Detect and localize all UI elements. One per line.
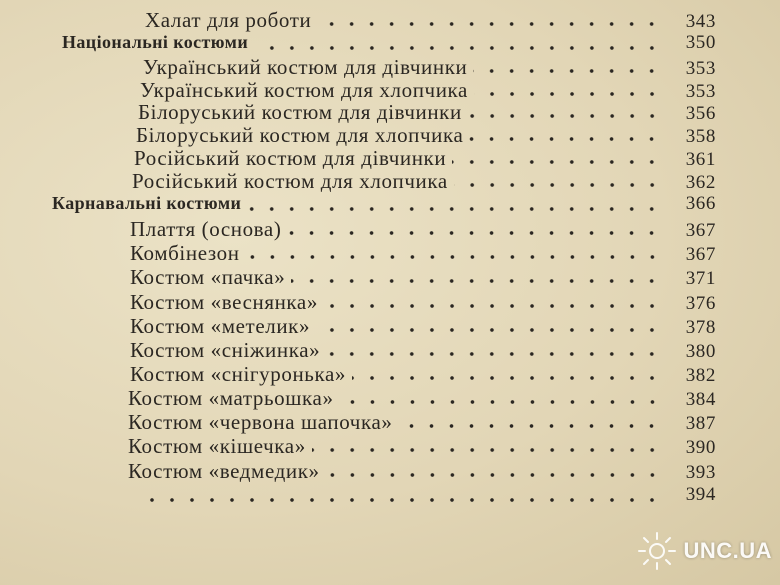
- dot-leader: [352, 375, 662, 381]
- dot-leader: [312, 447, 662, 453]
- toc-entry-page: 387: [685, 413, 716, 434]
- toc-entry: [128, 434, 716, 458]
- watermark-text: UNC.UA: [683, 538, 772, 563]
- toc-entry-page: 384: [685, 389, 716, 410]
- dot-leader: [324, 303, 662, 309]
- toc-entry: [128, 410, 716, 434]
- dot-leader: [326, 472, 662, 478]
- toc-entry: [136, 123, 716, 147]
- toc-entry: [143, 55, 716, 79]
- toc-entry: [128, 386, 716, 410]
- dot-leader: [247, 206, 662, 212]
- toc-entry-page: 382: [685, 365, 716, 386]
- toc-entry-page: 343: [685, 11, 716, 32]
- toc-entry-title: Український костюм для хлопчика: [140, 78, 468, 102]
- toc-entry-page: 380: [685, 341, 716, 362]
- toc-entry-title: Російський костюм для дівчинки: [134, 146, 447, 170]
- dot-leader: [246, 254, 662, 260]
- dot-leader: [474, 91, 662, 97]
- dot-leader: [398, 423, 662, 429]
- toc-entry-page: 353: [685, 81, 716, 102]
- dot-leader: [134, 497, 662, 503]
- toc-entry: [130, 265, 716, 289]
- dot-leader: [340, 399, 662, 405]
- toc-entry-page: 371: [685, 268, 716, 289]
- toc-entry-title: Костюм «ведмедик»: [128, 459, 320, 483]
- toc-entry-page: 367: [685, 220, 716, 241]
- toc-entry-page: 353: [685, 58, 716, 79]
- toc-entry-title: Костюм «пачка»: [130, 265, 286, 289]
- toc-entry-title: Комбінезон: [130, 241, 240, 265]
- toc-entry: [130, 362, 716, 386]
- dot-leader: [452, 159, 662, 165]
- toc-entry-title: Плаття (основа): [130, 217, 282, 241]
- toc-entry: [130, 338, 716, 362]
- dot-leader: [316, 327, 662, 333]
- toc-entry-page: 350: [685, 32, 716, 53]
- toc-entry-title: Костюм «сніжинка»: [130, 338, 321, 362]
- toc-entry-page: 376: [685, 293, 716, 314]
- toc-entry-page: 358: [685, 126, 716, 147]
- toc-entry-title: Карнавальні костюми: [52, 193, 242, 213]
- toc-entry-page: 378: [685, 317, 716, 338]
- toc-entry-title: Костюм «матрьошка»: [128, 386, 334, 410]
- toc-entry-title: Білоруський костюм для хлопчика: [136, 123, 464, 147]
- dot-leader: [473, 68, 662, 74]
- sun-logo-icon: [637, 531, 677, 571]
- toc-entry-page: 361: [685, 149, 716, 170]
- dot-leader: [468, 113, 662, 119]
- dot-leader: [469, 136, 662, 142]
- toc-entry-page: 394: [685, 484, 716, 505]
- toc-entry-page: 362: [685, 172, 716, 193]
- clipped-top-line: [0, 0, 780, 8]
- toc-entry-title: Український костюм для дівчинки: [143, 55, 468, 79]
- toc-entry-page: 356: [685, 103, 716, 124]
- toc-entry-title: Костюм «кішечка»: [128, 434, 306, 458]
- dot-leader: [254, 45, 662, 51]
- toc-section-heading: [62, 32, 716, 56]
- toc-entry: [128, 484, 716, 508]
- toc-entry-page: 393: [685, 462, 716, 483]
- dot-leader: [287, 230, 662, 236]
- toc-entry-title: Костюм «снігуронька»: [130, 362, 346, 386]
- dot-leader: [291, 278, 662, 284]
- dot-leader: [326, 351, 662, 357]
- watermark: [637, 531, 772, 571]
- toc-entry-title: Костюм «червона шапочка»: [128, 410, 393, 434]
- toc-entry: [140, 78, 716, 102]
- toc-entry-title: Російський костюм для хлопчика: [132, 169, 448, 193]
- toc-entry-page: 367: [685, 244, 716, 265]
- toc-entry-title: Білоруський костюм для дівчинки: [138, 100, 462, 124]
- toc-entry: [130, 217, 716, 241]
- toc-section-heading: [52, 193, 716, 217]
- dot-leader: [454, 182, 662, 188]
- toc-entry: [130, 241, 716, 265]
- toc-entry: [132, 169, 716, 193]
- toc-entry: [134, 146, 716, 170]
- toc-entry: [130, 314, 716, 338]
- toc-entry: [138, 100, 716, 124]
- dot-leader: [317, 21, 662, 27]
- toc-entry: [145, 8, 716, 32]
- toc-entry-title: Халат для роботи: [145, 8, 312, 32]
- toc-entry-title: Костюм «метелик»: [130, 314, 311, 338]
- toc-entry: [130, 290, 716, 314]
- toc-entry-page: 390: [685, 437, 716, 458]
- toc-entry-title: Національні костюми: [62, 32, 249, 52]
- toc-entry-page: 366: [685, 193, 716, 214]
- toc-entry-title: Костюм «веснянка»: [130, 290, 318, 314]
- toc-entry: [128, 459, 716, 483]
